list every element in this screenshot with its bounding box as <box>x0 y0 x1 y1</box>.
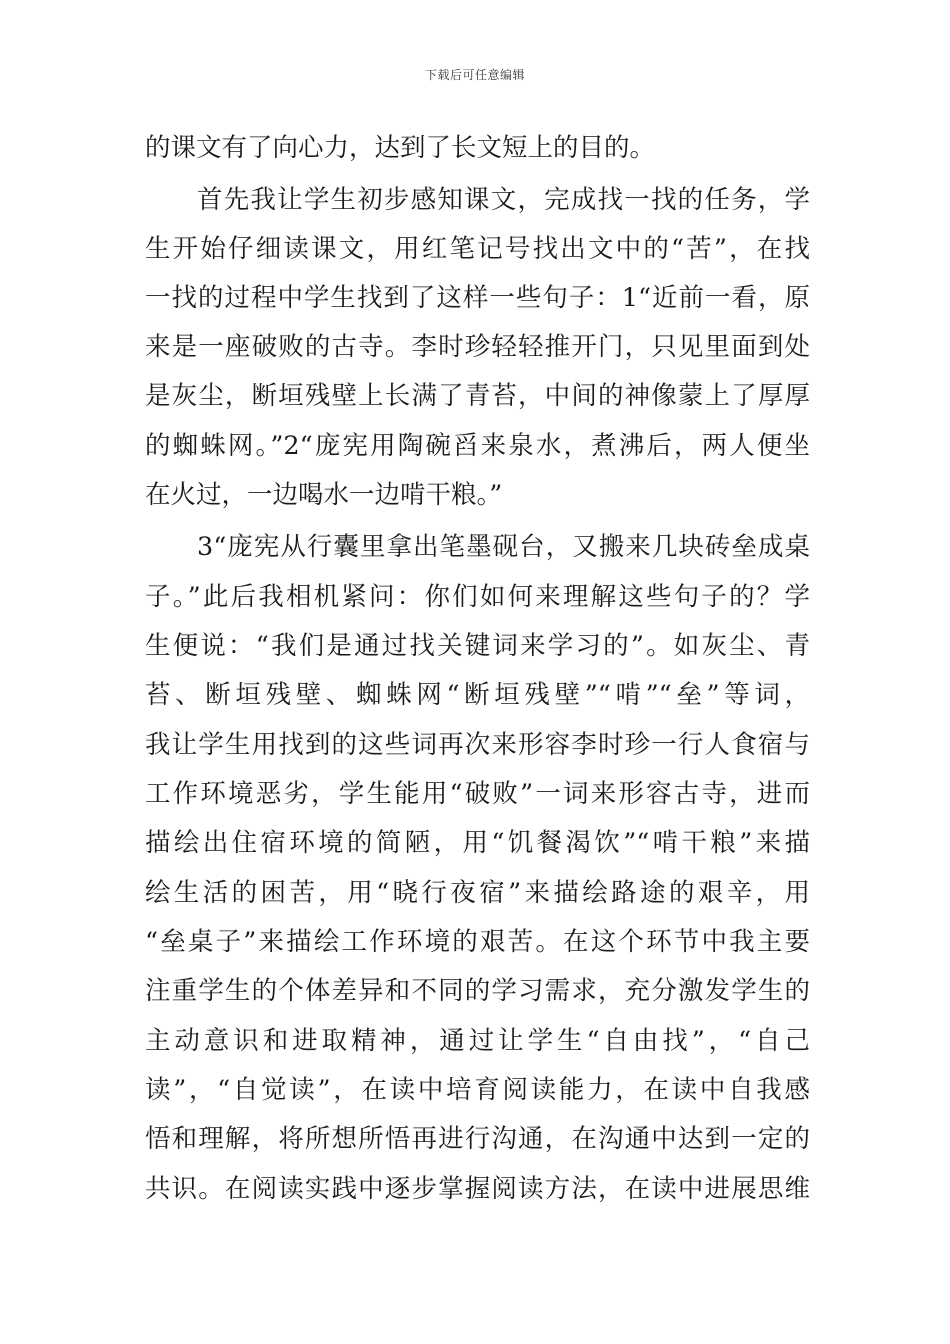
text-line: 是灰尘，断垣残壁上长满了青苔，中间的神像蒙上了厚厚 <box>145 381 810 411</box>
text-line: 我让学生用找到的这些词再次来形容李时珍一行人食宿与 <box>145 730 810 760</box>
text-line: 一找的过程中学生找到了这样一些句子：1“近前一看，原 <box>145 283 810 313</box>
text-line: 绘生活的困苦，用“晓行夜宿”来描绘路途的艰辛，用 <box>145 878 810 908</box>
text-line: “垒桌子”来描绘工作环境的艰苦。在这个环节中我主要 <box>145 927 810 957</box>
text-line: 来是一座破败的古寺。李时珍轻轻推开门，只见里面到处 <box>145 332 810 362</box>
text-line: 苔、断垣残壁、蜘蛛网“断垣残壁”“啃”“垒”等词， <box>145 680 810 710</box>
text-line: 首先我让学生初步感知课文，完成找一找的任务，学 <box>197 185 810 215</box>
text-line: 的课文有了向心力，达到了长文短上的目的。 <box>145 133 656 163</box>
text-line: 在火过，一边喝水一边啃干粮。” <box>145 480 503 510</box>
text-line: 生便说：“我们是通过找关键词来学习的”。如灰尘、青 <box>145 631 810 661</box>
text-line: 注重学生的个体差异和不同的学习需求，充分激发学生的 <box>145 976 810 1006</box>
text-line: 共识。在阅读实践中逐步掌握阅读方法，在读中进展思维 <box>145 1174 810 1204</box>
text-line: 悟和理解，将所想所悟再进行沟通，在沟通中达到一定的 <box>145 1124 810 1154</box>
header-note: 下载后可任意编辑 <box>424 68 525 82</box>
text-line: 读”，“自觉读”，在读中培育阅读能力，在读中自我感 <box>145 1075 810 1105</box>
text-line: 描绘出住宿环境的简陋，用“饥餐渴饮”“啃干粮”来描 <box>145 828 810 858</box>
text-line: 的蜘蛛网。”2“庞宪用陶碗舀来泉水，煮沸后，两人便坐 <box>145 431 810 461</box>
text-line: 工作环境恶劣，学生能用“破败”一词来形容古寺，进而 <box>145 779 810 809</box>
text-line: 主动意识和进取精神，通过让学生“自由找”，“自己 <box>145 1026 810 1056</box>
text-line: 生开始仔细读课文，用红笔记号找出文中的“苦”，在找 <box>145 234 810 264</box>
text-line: 3“庞宪从行囊里拿出笔墨砚台，又搬来几块砖垒成桌 <box>197 532 810 562</box>
text-line: 子。”此后我相机紧问：你们如何来理解这些句子的？学 <box>145 582 810 612</box>
